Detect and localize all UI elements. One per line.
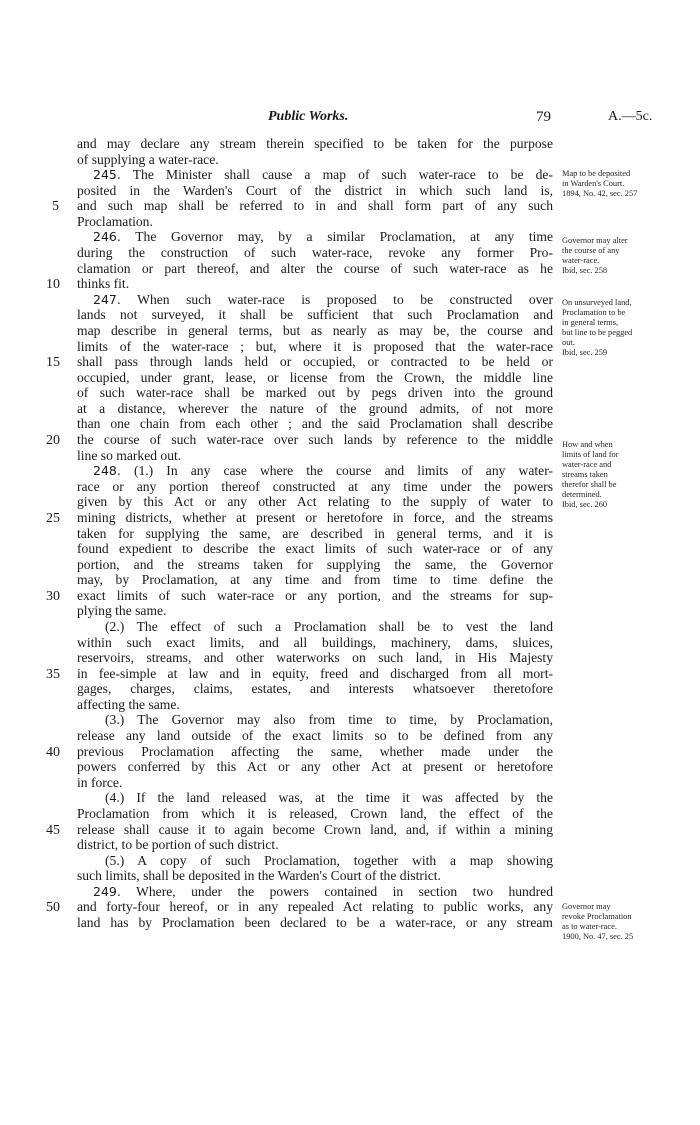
body-line-text: exact limits of such water-race or any portion, and the streams for sup- [77,587,553,603]
body-line [93,167,553,183]
marginal-note-line: Ibid, sec. 260 [562,500,608,509]
body-line-text: gages, charges, claims, estates, and interests whatsoever theretofore [77,681,553,697]
body-line-text: plying the same. [77,603,167,619]
marginal-note [562,236,694,276]
line-number: 20 [46,433,60,449]
body-line [77,557,553,573]
marginal-note-line: Ibid, sec. 259 [562,348,608,357]
body-line-text: (1.) In any case where the course and limits of any water- [120,463,553,479]
marginal-note [562,440,694,510]
body-line [105,619,553,635]
body-line-text: When such water-race is proposed to be constructed over [120,291,553,307]
line-number: 5 [52,199,59,215]
body-line [77,370,553,386]
body-line-text: and forty-four hereof, or in any repealed Act relating to public works, any [77,899,553,915]
body-line-text: district, to be portion of such district. [77,837,279,853]
body-line [77,479,553,495]
body-line-text: thinks fit. [77,276,130,292]
body-line-text: release any land outside of the exact limits so to be defined from any [77,728,553,744]
body-line-text: powers conferred by this Act or any other Act at present or heretofore [77,759,553,775]
body-line [77,541,553,557]
body-line-text: map describe in general terms, but as nearly as may be, the course and [77,322,553,338]
body-line-text: previous Proclamation affecting the same, whether made under the [77,743,553,759]
body-line [77,899,553,915]
body-line-text: Where, under the powers contained in section two hundred [120,883,553,899]
body-line-text: in force. [77,774,123,790]
body-line-text: affecting the same. [77,696,180,712]
body-line [77,432,553,448]
line-number: 30 [46,588,60,604]
line-number: 10 [46,277,60,293]
marginal-note-line: as to water-race. [562,922,617,931]
marginal-note [562,298,694,358]
marginal-note-line: How and when [562,440,613,449]
body-line [105,853,553,869]
marginal-note-line: in Warden's Court. [562,179,625,188]
body-line [77,354,553,370]
body-line [77,822,553,838]
marginal-note-line: determined. [562,490,602,499]
line-number: 35 [46,666,60,682]
body-line-text: taken for supplying the same, are described in general terms, and it is [77,525,553,541]
marginal-note [562,902,694,942]
body-line [77,307,553,323]
marginal-note-line: limits of land for [562,450,619,459]
line-number: 15 [46,355,60,371]
body-line [77,245,553,261]
body-line [77,837,553,853]
body-line-text: the course of such water-race over such lands by reference to the middle [77,432,553,448]
marginal-note-line: water-race. [562,256,600,265]
body-line-text: of supplying a water-race. [77,151,219,167]
section-number: 245. [93,167,121,183]
marginal-note-line: out. [562,338,575,347]
body-line [77,806,553,822]
body-line [77,650,553,666]
body-line-text: posited in the Warden's Court of the district in which such land is, [77,182,553,198]
body-line [77,588,553,604]
body-line-text: Proclamation from which it is released, Crown land, the effect of the [77,805,553,821]
body-line [77,494,553,510]
body-line [77,603,553,619]
body-line [77,728,553,744]
body-line-text: portion, and the streams taken for supplying the same, the Governor [77,556,553,572]
body-line-text: reservoirs, streams, and other waterworks on such land, in His Majesty [77,650,553,666]
body-line-text: in fee-simple at law and in equity, freed and discharged from all mort- [77,665,553,681]
body-line-text: occupied, under grant, lease, or license from the Crown, the middle line [77,369,553,385]
body-line-text: land has by Proclamation been declared to be a water-race, or any stream [77,915,553,930]
body-line-text: (4.) If the land released was, at the time it was affected by the [105,790,553,806]
body-line [77,261,553,277]
section-number: 247. [93,291,121,307]
body-line-text: limits of the water-race ; but, where it is proposed that the water-race [77,338,553,354]
document-reference: A.—5c. [608,109,653,124]
body-line-text: mining districts, whether at present or heretofore in force, and the streams [77,509,553,525]
section-number: 248. [93,463,121,479]
body-line [77,339,553,355]
body-line [77,697,553,713]
body-line [77,152,553,168]
body-line-text: release shall cause it to again become Crown land, and, if within a mining [77,821,553,837]
line-number: 25 [46,510,60,526]
body-line [77,526,553,542]
marginal-note-line: revoke Proclamation [562,912,632,921]
marginal-note-line: On unsurveyed land, [562,298,632,307]
body-line [77,666,553,682]
body-line [93,884,553,900]
section-number: 249. [93,883,121,899]
body-line [77,401,553,417]
body-line-text: and may declare any stream therein specified to be taken for the purpose [77,136,553,151]
body-line [77,775,553,791]
body-line [77,868,553,884]
body-line-text: may, by Proclamation, at any time and from time to time define the [77,572,553,588]
body-line-text: and such map shall be referred to in and shall form part of any such [77,198,553,214]
marginal-note-line: streams taken [562,470,608,479]
body-line [77,323,553,339]
body-line [93,229,553,245]
body-line-text: clamation or part thereof, and alter the course of such water-race as he [77,260,553,276]
marginal-note-line: 1900, No. 47, sec. 25 [562,932,634,941]
marginal-note-line: water-race and [562,460,612,469]
marginal-note-line: Governor may [562,902,611,911]
body-line-text: lands not surveyed, it shall be sufficient that such Proclamation and [77,307,553,323]
marginal-note-line: Ibid, sec. 258 [562,266,608,275]
body-line-text: during the construction of such water-race, revoke any former Pro- [77,245,553,261]
body-line-text: (3.) The Governor may also from time to time, by Proclamation, [105,712,553,728]
body-line [77,510,553,526]
body-line-text: line so marked out. [77,447,182,463]
line-number: 45 [46,822,60,838]
body-line [77,276,553,292]
page-number: 79 [536,109,551,125]
body-line-text: such limits, shall be deposited in the Warden's Court of the district. [77,868,441,884]
body-line-text: race or any portion thereof constructed at any time under the powers [77,478,553,494]
marginal-note-line: in general terms, [562,318,619,327]
body-line [77,416,553,432]
body-line [77,744,553,760]
body-line [77,385,553,401]
body-line [77,183,553,199]
body-line-text: at a distance, wherever the nature of the ground admits, of not more [77,400,553,416]
marginal-note [562,169,694,199]
marginal-note-line: Map to be deposited [562,169,631,178]
body-line [77,198,553,214]
body-line [77,681,553,697]
marginal-note-line: Governor may alter [562,236,628,245]
body-line-text: The Governor may, by a similar Proclamation, at any time [120,229,553,245]
body-line [93,292,553,308]
body-line [77,448,553,464]
body-line-text: shall pass through lands held or occupied, or contracted to be held or [77,354,553,370]
body-line-text: given by this Act or any other Act relating to the supply of water to [77,494,553,510]
running-header-title: Public Works. [268,109,349,124]
marginal-note-line: therefor shall be [562,480,617,489]
body-line [77,136,553,152]
body-line [105,712,553,728]
marginal-note-line: Proclamation to be [562,308,626,317]
section-number: 246. [93,229,121,245]
body-line-text: The Minister shall cause a map of such water-race to be de- [120,167,553,183]
body-line [77,635,553,651]
body-line [77,915,553,931]
body-line [105,790,553,806]
body-line-text: Proclamation. [77,213,153,229]
body-line [77,759,553,775]
body-line [77,214,553,230]
body-line-text: within such exact limits, and all buildings, machinery, dams, sluices, [77,634,553,650]
marginal-note-line: 1894, No. 42, sec. 257 [562,189,638,198]
line-number: 50 [46,900,60,916]
body-line-text: of such water-race shall be marked out by pegs driven into the ground [77,385,553,401]
body-line-text: (2.) The effect of such a Proclamation shall be to vest the land [105,618,553,634]
marginal-note-line: the course of any [562,246,620,255]
body-line [93,463,553,479]
body-line [77,572,553,588]
body-line-text: (5.) A copy of such Proclamation, together with a map showing [105,852,553,868]
line-number: 40 [46,744,60,760]
body-line-text: than one chain from each other ; and the said Proclamation shall describe [77,416,553,432]
marginal-note-line: but line to be pegged [562,328,633,337]
body-line-text: found expedient to describe the exact limits of such water-race or of any [77,541,553,557]
